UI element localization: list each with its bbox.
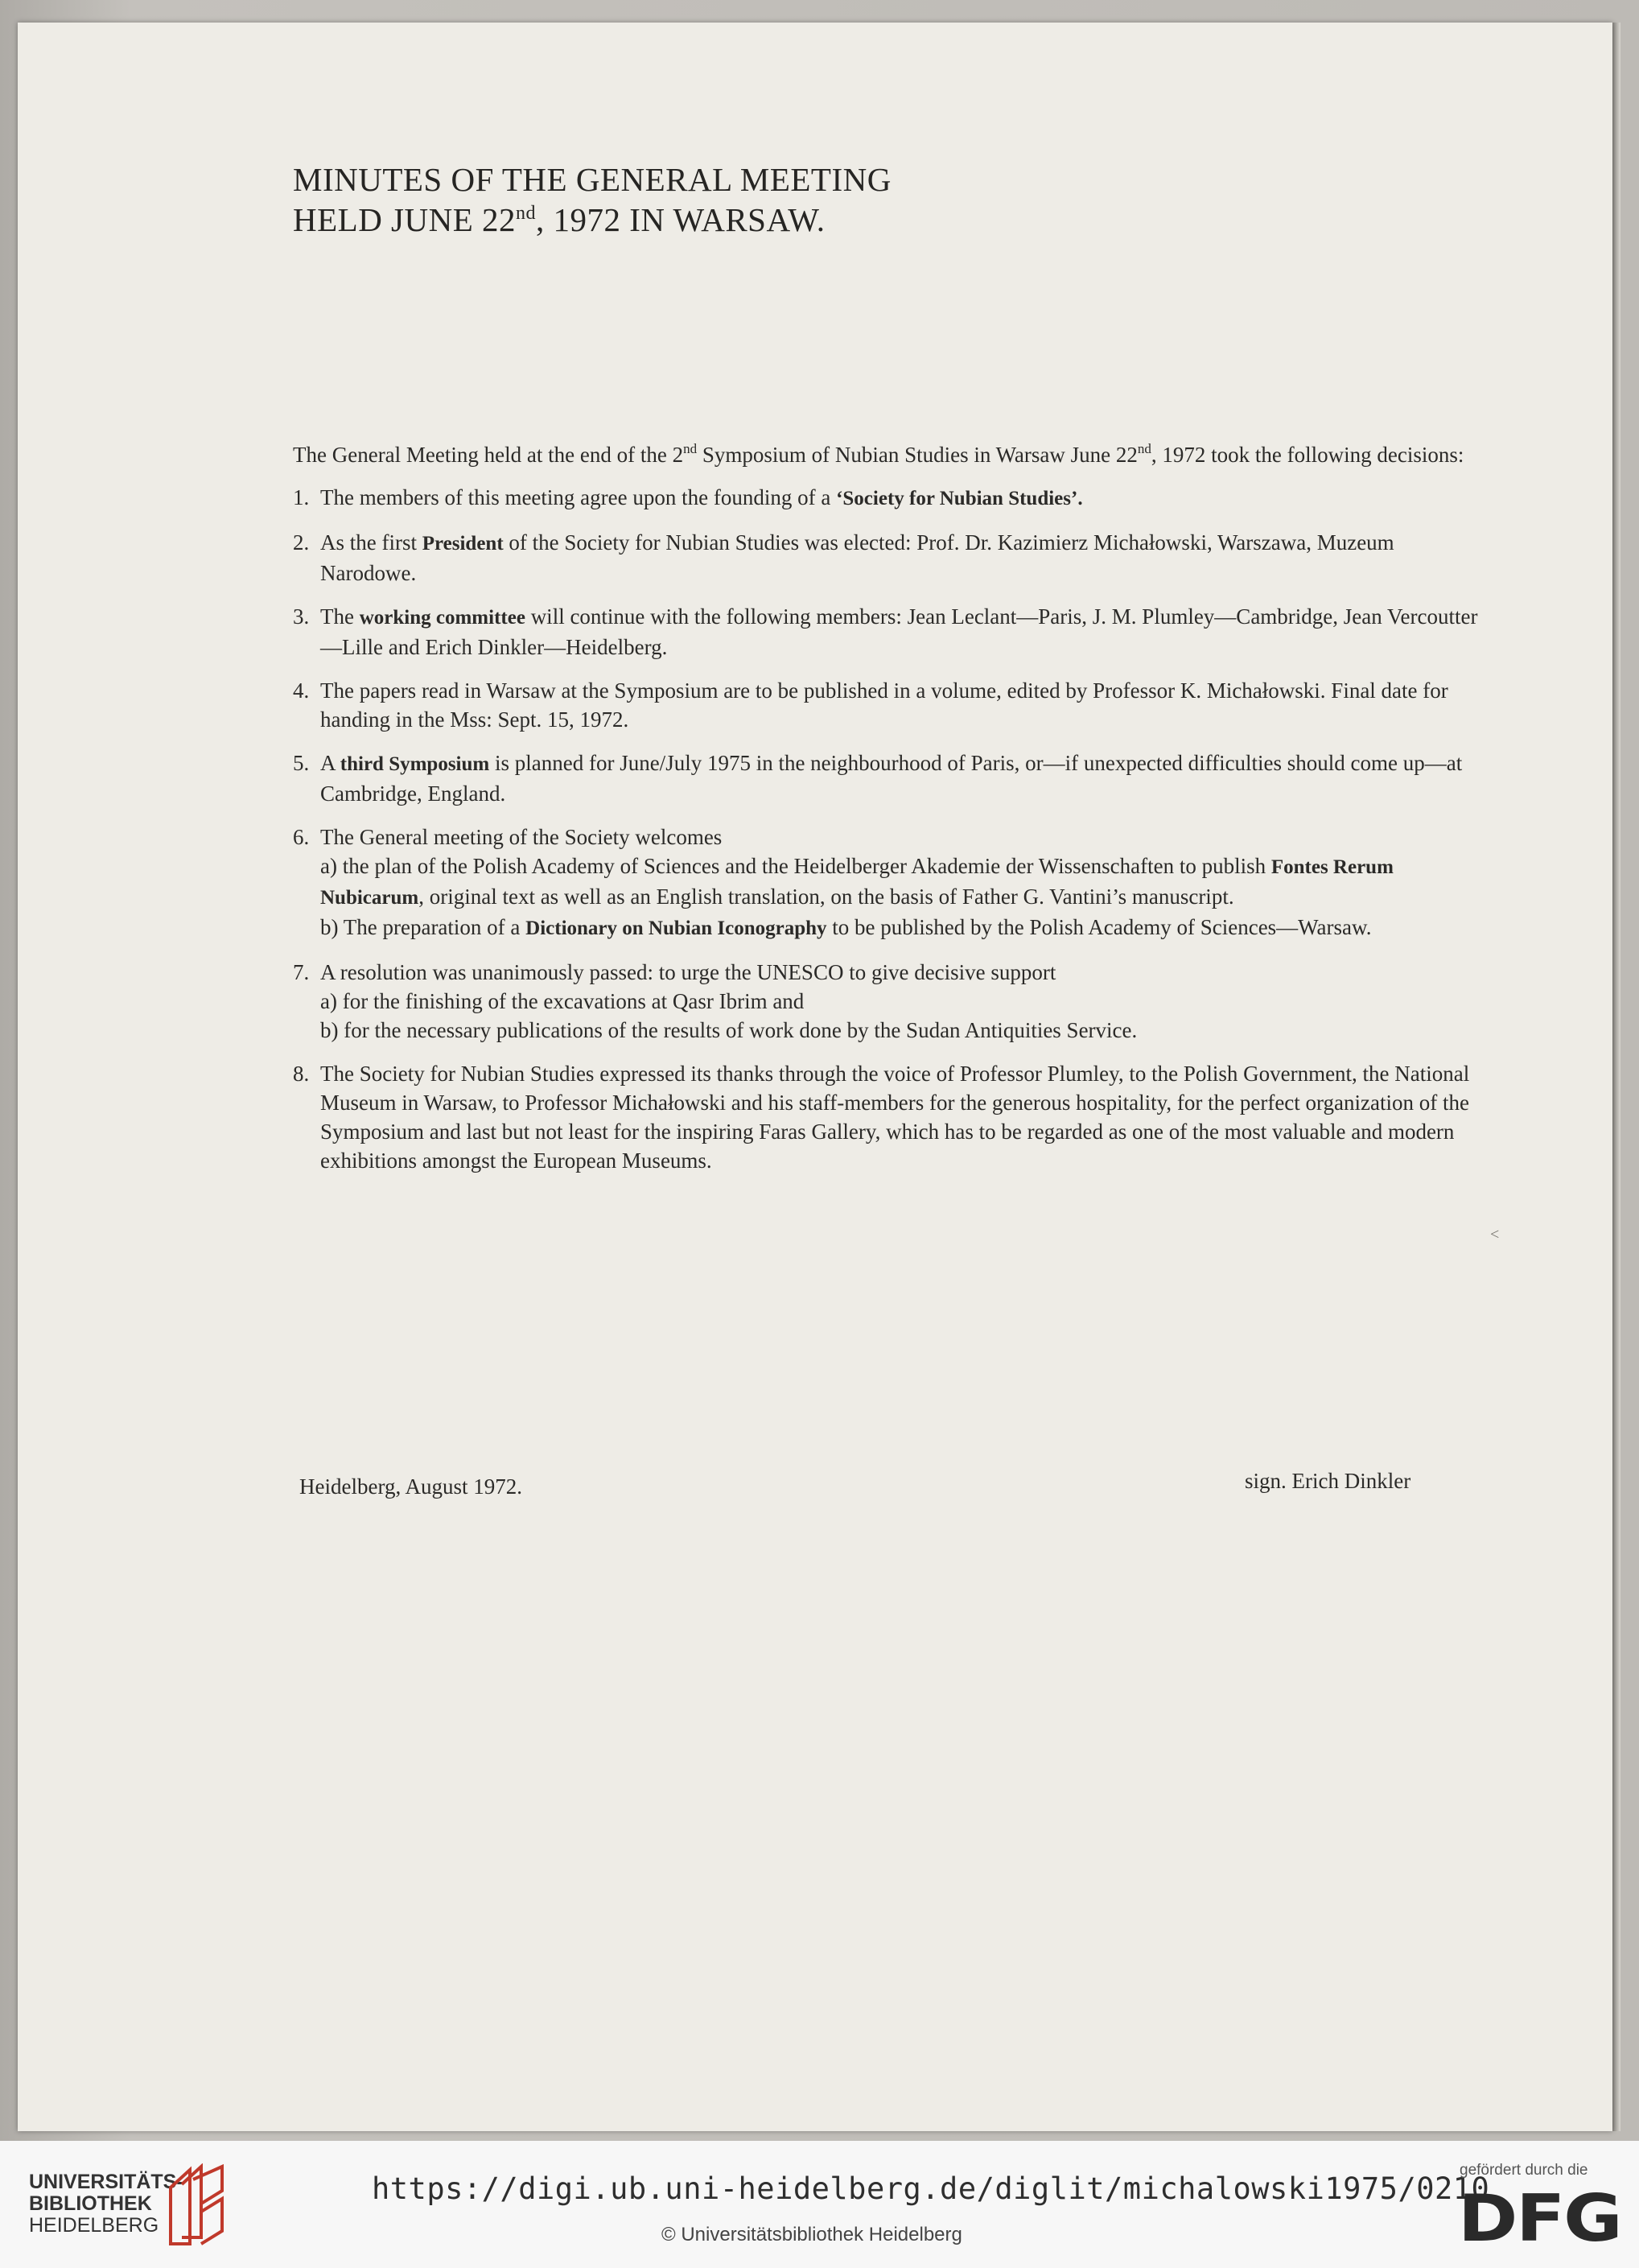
item-text-part: a) the plan of the Polish Academy of Sciences and the Heidelberger Akademie der Wissenschaften to publish	[320, 854, 1271, 878]
decision-item	[293, 676, 1482, 734]
library-name[interactable]	[29, 2171, 183, 2237]
dfg-logo-icon[interactable]: DFG	[1458, 2181, 1621, 2256]
document-title	[293, 159, 1339, 240]
permalink-url[interactable]: https://digi.ub.uni-heidelberg.de/diglit/michalowski1975/0210	[372, 2171, 1490, 2206]
item-text-part: of the Society for Nubian Studies was elected: Prof. Dr. Kazimierz Michałowski, Warszawa, Muzeum Narodowe.	[320, 530, 1394, 585]
sub-item-b: b) for the necessary publications of the results of work done by the Sudan Antiquities Service.	[320, 1018, 1138, 1042]
copyright-notice: © Universitätsbibliothek Heidelberg	[661, 2224, 962, 2245]
decision-item	[293, 1059, 1482, 1175]
item-bold-term: Fontes Rerum Nubicarum	[320, 856, 1394, 909]
library-name-line-3: HEIDELBERG	[29, 2214, 159, 2237]
item-text	[320, 958, 1482, 1045]
sub-item-a: a) for the finishing of the excavations at Qasr Ibrim and	[320, 989, 805, 1013]
funder-label: gefördert durch die	[1460, 2162, 1588, 2179]
sub-item-b	[320, 913, 1482, 943]
item-number: 2.	[293, 530, 310, 555]
item-text	[320, 823, 1482, 943]
item-bold-term: ‘Society for Nubian Studies’.	[836, 488, 1083, 509]
intro-sup-2: nd	[1137, 441, 1151, 456]
item-text	[320, 483, 1482, 513]
title-line-2	[293, 200, 1339, 240]
item-text-part: A	[320, 751, 340, 775]
signature: sign. Erich Dinkler	[1245, 1469, 1411, 1493]
item-text: The Society for Nubian Studies expressed its thanks through the voice of Professor Plumley, to the Polish Government, the National Museum in Warsaw, to Professor Michałowski and his staff-members for the generous hospitality, for the perfect organization of the Symposium and last but not least for the inspiring Faras Gallery, which has to be regarded as one of the most valuable and modern exhibitions amongst the European Museums.	[320, 1062, 1470, 1173]
title-line-2-text: HELD JUNE 22	[293, 201, 517, 238]
decision-item	[293, 528, 1482, 588]
item-bold-term: working committee	[359, 607, 525, 629]
intro-text-1: The General Meeting held at the end of the 2	[293, 443, 684, 467]
item-number: 5.	[293, 751, 310, 775]
item-text-part: , original text as well as an English translation, on the basis of Father G. Vantini’s manuscript.	[418, 885, 1234, 909]
document-body	[293, 440, 1482, 1190]
decision-item	[293, 748, 1482, 808]
intro-text-3: , 1972 took the following decisions:	[1151, 443, 1464, 467]
margin-mark: <	[1490, 1226, 1500, 1243]
library-name-line-1: UNIVERSITÄTS-	[29, 2171, 183, 2193]
title-line-2-sup: nd	[516, 203, 537, 224]
item-text-part: b) The preparation of a	[320, 915, 526, 939]
item-text	[320, 602, 1482, 662]
item-text-part: is planned for June/July 1975 in the neighbourhood of Paris, or—if unexpected difficulties should come up—at Cambridge, England.	[320, 751, 1463, 806]
item-text	[320, 748, 1482, 808]
item-text-part: to be published by the Polish Academy of Sciences—Warsaw.	[826, 915, 1372, 939]
intro-paragraph	[293, 440, 1482, 469]
decision-item	[293, 823, 1482, 943]
item-text: The papers read in Warsaw at the Symposium are to be published in a volume, edited by Professor K. Michałowski. Final date for handing in the Mss: Sept. 15, 1972.	[320, 678, 1448, 732]
item-bold-term: Dictionary on Nubian Iconography	[525, 918, 827, 939]
item-bold-term: third Symposium	[340, 753, 490, 775]
library-name-line-2: BIBLIOTHEK	[29, 2192, 152, 2215]
item-text-part: The	[320, 604, 360, 629]
item-bold-term: President	[422, 533, 504, 555]
decision-item	[293, 602, 1482, 662]
decision-item	[293, 483, 1482, 513]
item-number: 6.	[293, 825, 310, 849]
item-lead-text: A resolution was unanimously passed: to urge the UNESCO to give decisive support	[320, 960, 1056, 984]
item-lead-text: The General meeting of the Society welcomes	[320, 825, 723, 849]
item-text	[320, 528, 1482, 588]
title-line-1: MINUTES OF THE GENERAL MEETING	[293, 161, 892, 198]
item-number: 1.	[293, 485, 310, 509]
sub-item-a	[320, 852, 1482, 913]
item-text-part: will continue with the following members: Jean Leclant—Paris, J. M. Plumley—Cambridge, Jean Vercoutter—Lille and Erich Dinkler—Heidelberg.	[320, 604, 1478, 659]
item-text-part: The members of this meeting agree upon the founding of a	[320, 485, 837, 509]
intro-text-2: Symposium of Nubian Studies in Warsaw June 22	[697, 443, 1138, 467]
decision-item	[293, 958, 1482, 1045]
item-number: 4.	[293, 678, 310, 703]
title-line-2-tail: , 1972 IN WARSAW.	[536, 201, 826, 238]
item-number: 7.	[293, 960, 310, 984]
place-date: Heidelberg, August 1972.	[299, 1474, 522, 1499]
library-logo-icon[interactable]	[166, 2163, 227, 2250]
intro-sup-1: nd	[683, 441, 698, 456]
item-number: 3.	[293, 604, 310, 629]
item-number: 8.	[293, 1062, 310, 1086]
page-edge	[1612, 23, 1620, 2131]
item-text-part: As the first	[320, 530, 422, 555]
